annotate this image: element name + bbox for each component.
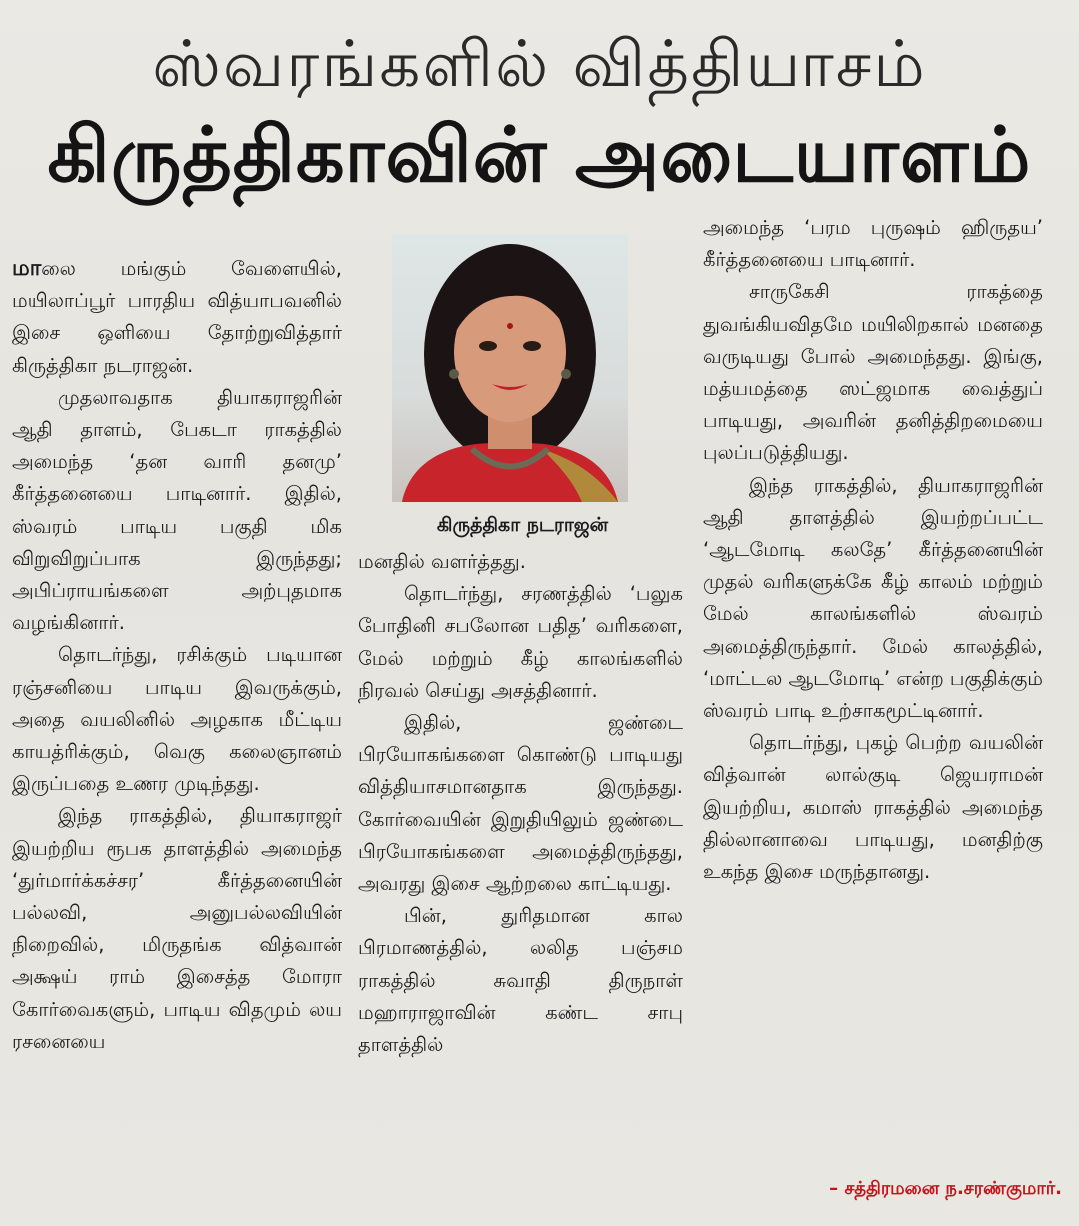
paragraph: மனதில் வளர்த்தது. xyxy=(358,550,526,573)
article-column-2 xyxy=(358,546,683,1061)
paragraph-text: லை மங்கும் வேளையில், மயிலாப்பூர் பாரதிய வித்யாபவனில் இசை ஒளியை தோற்றுவித்தார் கிருத்திகா நடராஜன். xyxy=(12,257,342,377)
article-byline: – சத்திரமனை ந.சரண்குமார். xyxy=(829,1178,1062,1199)
paragraph: தொடர்ந்து, ரசிக்கும் படியான ரஞ்சனியை பாடிய இவருக்கும், அதை வயலினில் அழகாக மீட்டிய காயத்ரிக்கும், வெகு கலைஞானம் இருப்பதை உணர முடிந்தது. xyxy=(12,643,342,796)
paragraph: அமைந்த ‘பரம புருஷம் ஹிருதய’ கீர்த்தனையை பாடினார். xyxy=(703,216,1043,272)
article-column-3 xyxy=(703,212,1043,888)
portrait-illustration xyxy=(392,234,628,502)
article-column-1 xyxy=(12,253,342,1058)
article-headline: கிருத்திகாவின் அடையாளம் xyxy=(47,110,1032,199)
drop-cap: மா xyxy=(12,256,42,281)
photo-caption: கிருத்திகா நடராஜன் xyxy=(436,514,609,536)
paragraph: இதில், ஜண்டை பிரயோகங்களை கொண்டு பாடியது வித்தியாசமானதாக இருந்தது. கோர்வையின் இறுதியிலும் ஜண்டை பிரயோகங்களை அமைத்திருந்தது, அவரது இசை ஆற்றலை காட்டியது. xyxy=(358,711,683,896)
paragraph: பின், துரிதமான கால பிரமாணத்தில், லலித பஞ்சம ராகத்தில் சுவாதி திருநாள் மஹாராஜாவின் கண்ட சாபு தாளத்தில் xyxy=(358,904,683,1057)
paragraph: முதலாவதாக தியாகராஜரின் ஆதி தாளம், பேகடா ராகத்தில் அமைந்த ‘தன வாரி தனமு’ கீர்த்தனையை பாடினார். இதில், ஸ்வரம் பாடிய பகுதி மிக விறுவிறுப்பாக இருந்தது; அபிப்ராயங்களை அற்புதமாக வழங்கினார். xyxy=(12,385,342,635)
paragraph: தொடர்ந்து, புகழ் பெற்ற வயலின் வித்வான் லால்குடி ஜெயராமன் இயற்றிய, கமாஸ் ராகத்தில் அமைந்த தில்லானாவை பாடியது, மனதிற்கு உகந்த இசை மருந்தானது. xyxy=(703,731,1043,884)
paragraph: இந்த ராகத்தில், தியாகராஜரின் ஆதி தாளத்தில் இயற்றப்பட்ட ‘ஆடமோடி கலதே’ கீர்த்தனையின் முதல் வரிகளுக்கே கீழ் காலம் மற்றும் மேல் காலங்களில் ஸ்வரம் அமைத்திருந்தார். மேல் காலத்தில், ‘மாட்டல ஆடமோடி’ என்ற பகுதிக்கும் ஸ்வரம் பாடி உற்சாகமூட்டினார். xyxy=(703,473,1044,723)
paragraph xyxy=(12,253,342,382)
article-kicker: ஸ்வரங்களில் வித்தியாசம் xyxy=(152,28,927,102)
paragraph: தொடர்ந்து, சரணத்தில் ‘பலுக போதினி சபலோன பதித’ வரிகளை, மேல் மற்றும் கீழ் காலங்களில் நிரவல் செய்து அசத்தினார். xyxy=(358,582,683,702)
paragraph: இந்த ராகத்தில், தியாகராஜர் இயற்றிய ரூபக தாளத்தில் அமைந்த ‘துர்மார்க்கச்சர’ கீர்த்தனையின் பல்லவி, அனுபல்லவியின் நிறைவில், மிருதங்க வித்வான் அக்ஷய் ராம் இசைத்த மோரா கோர்வைகளும், பாடிய விதமும் லய ரசனையை xyxy=(12,804,342,1053)
paragraph: சாருகேசி ராகத்தை துவங்கியவிதமே மயிலிறகால் மனதை வருடியது போல் அமைந்தது. இங்கு, மத்யமத்தை ஸட்ஜமாக வைத்துப் பாடியது, அவரின் தனித்திறமையை புலப்படுத்தியது. xyxy=(703,280,1043,465)
portrait-photo xyxy=(392,234,628,502)
